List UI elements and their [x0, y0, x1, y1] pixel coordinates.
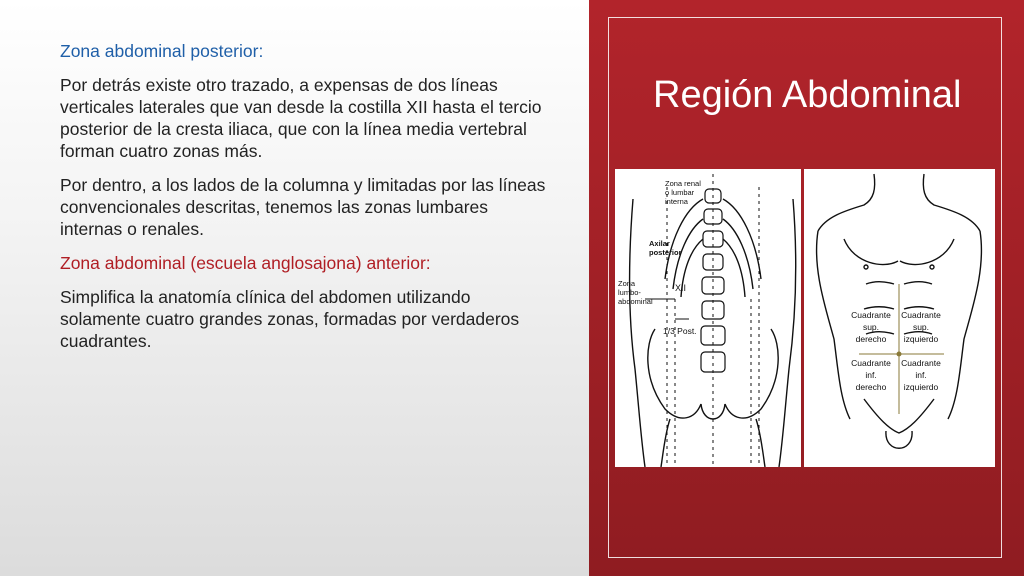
- label-cuadrante-inf-izquierdo: Cuadrante inf. izquierdo: [901, 358, 941, 392]
- label-zona-renal: Zona renal o lumbar interna: [665, 179, 701, 206]
- label-cuadrante-sup-izquierdo: Cuadrante sup. izquierdo: [901, 310, 941, 344]
- label-cuadrante-sup-derecho: Cuadrante sup. derecho: [851, 310, 891, 344]
- slide-title: Región Abdominal: [653, 74, 962, 116]
- heading-anterior: Zona abdominal (escuela anglosajona) anterior:: [60, 253, 431, 273]
- posterior-abdomen-figure: [615, 169, 801, 467]
- paragraph-lumbar-zones: Por dentro, a los lados de la columna y limitadas por las líneas convencionales descritas, tenemos las zonas lumbares internas o renales.: [60, 175, 546, 239]
- side-panel: [589, 0, 1024, 576]
- paragraph-posterior-lines: Por detrás existe otro trazado, a expensas de dos líneas verticales laterales que van desde la costilla XII hasta el tercio posterior de la cresta iliaca, que con la línea media vertebral forman cuatro zonas más.: [60, 75, 542, 161]
- text-panel: [60, 40, 550, 364]
- anterior-abdomen-figure: [804, 169, 995, 467]
- label-tercio-posterior: 1/3 Post.: [663, 326, 697, 336]
- heading-posterior: Zona abdominal posterior:: [60, 41, 264, 61]
- label-cuadrante-inf-derecho: Cuadrante inf. derecho: [851, 358, 891, 392]
- paragraph-quadrants: Simplifica la anatomía clínica del abdomen utilizando solamente cuatro grandes zonas, formadas por verdaderos cuadrantes.: [60, 287, 520, 351]
- label-axilar-posterior: Axilar posterior: [649, 239, 682, 257]
- posterior-skeleton-drawing: [615, 169, 801, 467]
- label-zona-lumbo-abdominal: Zona lumbo- abdominal: [618, 279, 653, 306]
- label-costilla-xii: XII: [675, 283, 687, 293]
